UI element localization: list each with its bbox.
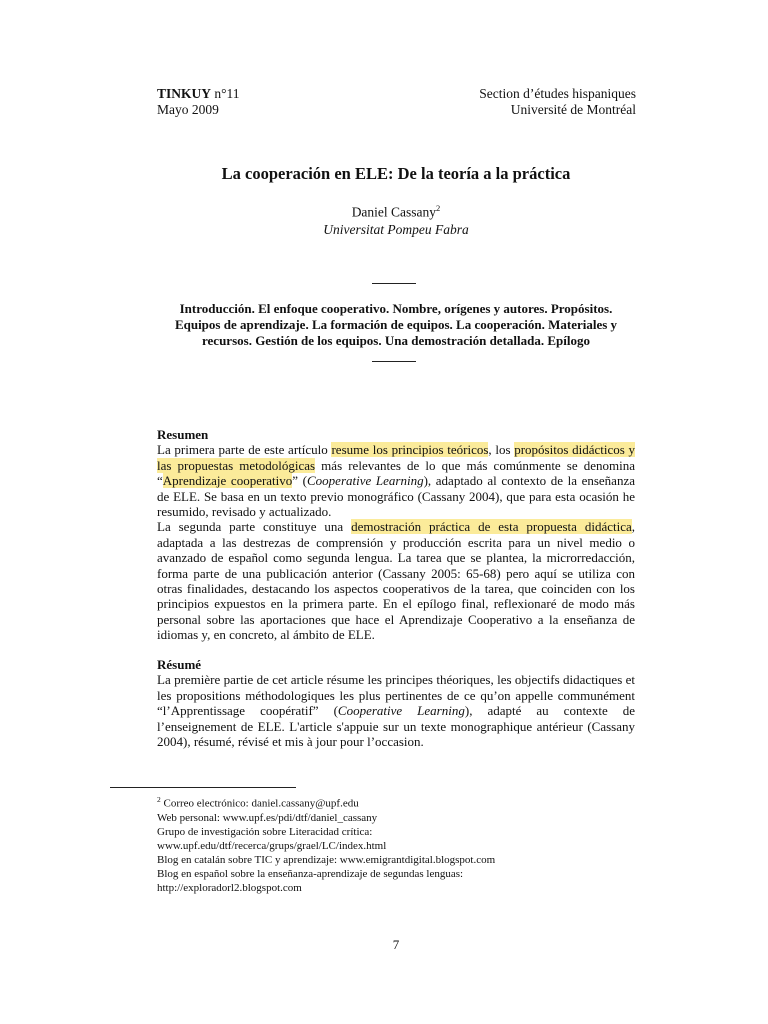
- author-block: [157, 200, 635, 238]
- footnote-web: Web personal: www.upf.es/pdi/dtf/daniel_cassany: [157, 811, 378, 824]
- resume-fr-paragraph: [157, 672, 635, 749]
- resume-fr-heading: Résumé: [157, 657, 202, 672]
- highlight: propósitos didácticos y las propuestas metodológicas: [157, 442, 635, 473]
- resumen-paragraph-2: [157, 519, 635, 642]
- publication-date: Mayo 2009: [157, 101, 219, 117]
- text-run: ” (: [292, 473, 308, 489]
- text-run: La primera parte de este artículo: [157, 442, 332, 458]
- footnote-marker: 2: [157, 795, 161, 804]
- italic-term: Cooperative Learning: [307, 473, 424, 489]
- italic-term: Cooperative Learning: [337, 703, 465, 719]
- footnote-group: Grupo de investigación sobre Literacidad crítica:: [157, 825, 373, 838]
- resume-fr-section: [157, 657, 635, 749]
- highlight: Aprendizaje cooperativo: [162, 473, 293, 489]
- footnote-ref: 2: [436, 203, 441, 213]
- header-institution: [479, 86, 636, 117]
- table-of-contents: Introducción. El enfoque cooperativo. Nombre, orígenes y autores. Propósitos. Equipos de aprendizaje. La formación de equipos. La cooperación. Materiales y recursos. Gestión de los equipos. Una demostración detallada. Epílogo: [174, 301, 618, 348]
- text-run: ), adapté au contexte de l’enseignement de ELE. L'article s'appuie sur un texte monographique antérieur (Cassany 2004), résumé, révisé et mis à jour pour l’occasion.: [157, 703, 635, 750]
- section-name: Section d’études hispaniques: [479, 86, 636, 101]
- author-name: Daniel Cassany: [351, 204, 437, 220]
- page-number: 7: [392, 937, 400, 952]
- footnote-line: [157, 793, 495, 811]
- footnote-blog-catalan: Blog en catalán sobre TIC y aprendizaje: www.emigrantdigital.blogspot.com: [157, 853, 496, 866]
- highlight: demostración práctica de esta propuesta didáctica: [351, 519, 632, 535]
- text-run: ), adaptado al contexto de la enseñanza de ELE. Se basa en un texto previo monográfico (Cassany 2004), que para esta ocasión he resumido, revisado y actualizado.: [157, 473, 635, 520]
- separator-bottom: [372, 361, 416, 362]
- footnote-group-url: www.upf.edu/dtf/recerca/grups/grael/LC/index.html: [157, 839, 387, 852]
- university-name: Université de Montréal: [510, 101, 636, 117]
- resumen-heading: Resumen: [157, 427, 209, 442]
- journal-issue: n°11: [211, 86, 240, 101]
- resumen-paragraph-1: [157, 442, 635, 519]
- text-run: más relevantes de lo que más comúnmente se denomina “: [157, 457, 636, 489]
- footnote-blog-url: http://exploradorl2.blogspot.com: [157, 881, 302, 894]
- footnote-email: Correo electrónico: daniel.cassany@upf.edu: [160, 797, 359, 810]
- text-run: La segunda parte constituye una: [157, 519, 352, 535]
- text-run: , los: [488, 442, 515, 458]
- footnote-separator: [110, 787, 296, 788]
- highlight: resume los principios teóricos: [331, 442, 489, 458]
- text-run: La première partie de cet article résume les principes théoriques, les objectifs didactiques et les propositions méthodologiques les plus pertinentes de ce qu’on appelle communément “l’Apprentissage coopératif” (: [157, 672, 635, 719]
- separator-top: [372, 283, 416, 284]
- header-journal: [157, 86, 240, 117]
- article-title: La cooperación en ELE: De la teoría a la práctica: [221, 164, 571, 183]
- resumen-section: [157, 427, 635, 643]
- journal-name: TINKUY: [157, 86, 212, 101]
- footnote-blog-spanish: Blog en español sobre la enseñanza-aprendizaje de segundas lenguas:: [157, 867, 464, 880]
- footnotes: [157, 793, 495, 895]
- text-run: , adaptada a las destrezas de comprensión y producción escrita para un nivel medio o avanzado de español como segunda lengua. La tarea que se plantea, la microrredacción, forma parte de una publicación anterior (Cassany 2005: 65-68) pero aquí se utiliza con otras finalidades, destacando los aspectos cooperativos de la tarea, que coinciden con los principios expuestos en la primera parte. En el epílogo final, reflexionaré de modo más personal sobre las aportaciones que hace el Aprendizaje Cooperativo a la enseñanza de idiomas y, en concreto, al ámbito de ELE.: [157, 519, 636, 643]
- author-affiliation: Universitat Pompeu Fabra: [323, 221, 469, 237]
